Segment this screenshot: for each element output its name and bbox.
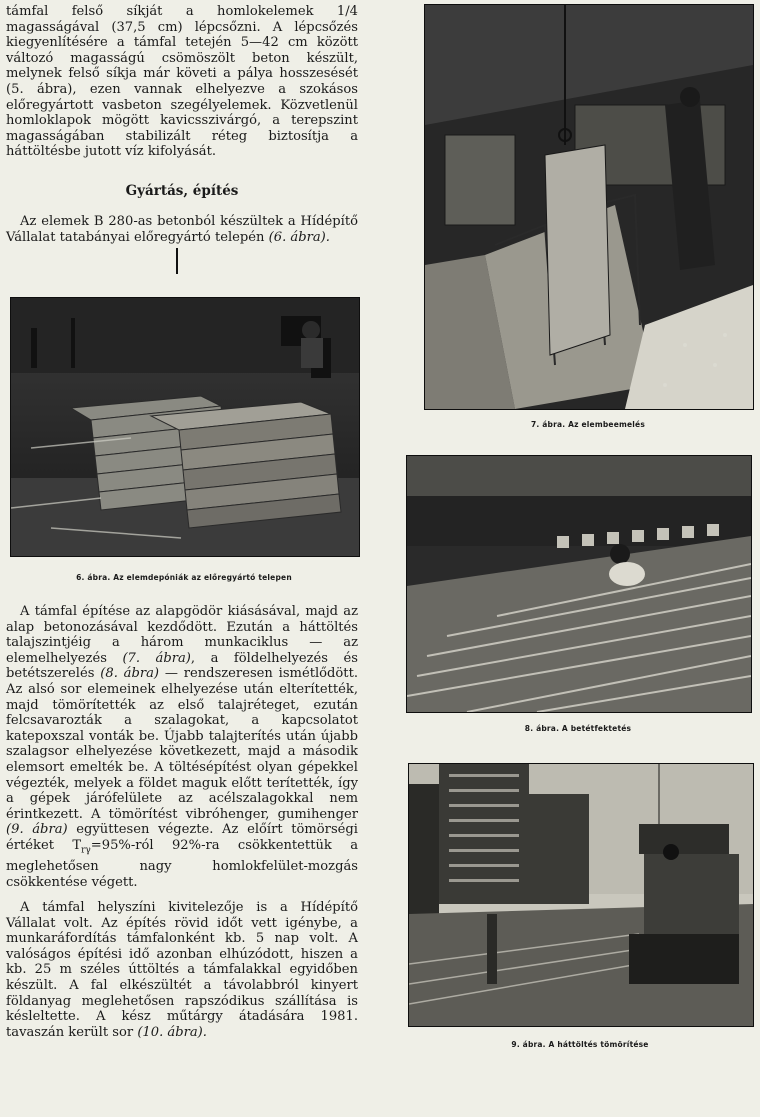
paragraph-contractor-text: A támfal helyszíni kivitelezője is a Hídépítő Vállalat volt. Az építés rövid időt vett igénybe, a munkaráfordítás támfalonként kb. 5 nap volt. A valóságos építési idő azonban elhúzódott, hiszen a kb. 25 m széles úttöltés a támfalakkal egyidőben készült. A fal elkészültét a távolabbról kinyert földanyag meglehetősen rapszódikus szállítása is késleltette. A kész műtárgy átadására 1981. tavaszán került sor <box>6 900 358 1040</box>
section-heading-production: Gyártás, építés <box>125 183 239 199</box>
figure-8-photo <box>406 455 752 713</box>
paragraph-production <box>6 214 358 245</box>
figure-reference-7: (7. ábra) <box>122 650 191 666</box>
figure-7-caption: 7. ábra. Az elembeemelés <box>530 420 646 429</box>
figure-reference-8: (8. ábra) <box>100 666 160 682</box>
paragraph-contractor <box>6 900 358 1040</box>
figure-6-photo <box>10 297 360 557</box>
paragraph-construction-part-4: együttesen végezte. Az előírt tömörségi értéket T <box>6 822 358 853</box>
pen-mark <box>176 248 178 274</box>
figure-reference-6: (6. ábra). <box>268 229 330 245</box>
paragraph-construction-part-2: , a földelhelyezés és betétszerelés <box>6 650 358 682</box>
paragraph-construction-part-1: A támfal építése az alapgödör kiásásával, majd az alap betonozásával kezdődött. Ezután a háttöltés talajszintjéig a három munkaciklus — az elemelhelyezés <box>6 604 358 666</box>
paragraph-construction <box>6 604 358 890</box>
figure-reference-10: (10. ábra). <box>137 1024 207 1040</box>
figure-7-photo <box>424 4 754 410</box>
paragraph-construction-part-3: — rendszeresen ismétlődött. Az alsó sor elemeinek elhelyezése után elterítették, majd tömörítették az első talajréteget, ezután felcsavarozták a szalagokat, a kapcsolatot katepoxszal vonták be. Újabb talajterítés után újabb szalagsor elhelyezése következett, majd a második elemsort emelték be. A töltésépítést olyan gépekkel végezték, melyek a földet maguk előtt terítették, így a gépek járófelülete az acélszalagokkal nem érintkezett. A tömörítést vibróhenger, gumihenger <box>6 666 358 822</box>
figure-9-caption: 9. ábra. A háttöltés tömörítése <box>511 1040 649 1049</box>
paragraph-intro: támfal felső síkját a homlokelemek 1/4 magasságával (37,5 cm) lépcsőzni. A lépcsőzés kiegyenlítésére a támfal tetején 5—42 cm között változó magasságú csömöszölt beton készült, melynek felső síkja már követi a pálya hosszesését (5. ábra), ezen vannak elhelyezve a szokásos előregyártott vasbeton szegélyelemek. Közvetlenül homloklapok mögött kavicsszivárgó, a terepszint magasságában stabilizált réteg biztosítja a háttöltésbe jutott víz kifolyását. <box>6 4 358 160</box>
figure-reference-9: (9. ábra) <box>6 822 68 838</box>
subscript-ry: rγ <box>81 845 91 856</box>
paragraph-production-text: Az elemek B 280-as betonból készültek a Hídépítő Vállalat tatabányai előregyártó telepén <box>6 214 358 245</box>
figure-9-photo <box>408 763 754 1027</box>
figure-8-caption: 8. ábra. A betétfektetés <box>524 724 632 733</box>
paragraph-construction-part-5: =95%-ról 92%-ra csökkentettük a meglehetősen nagy homlokfelület-mozgás csökkentése végett. <box>6 837 358 890</box>
figure-6-caption: 6. ábra. Az elemdepóniák az előregyártó telepen <box>76 573 292 582</box>
